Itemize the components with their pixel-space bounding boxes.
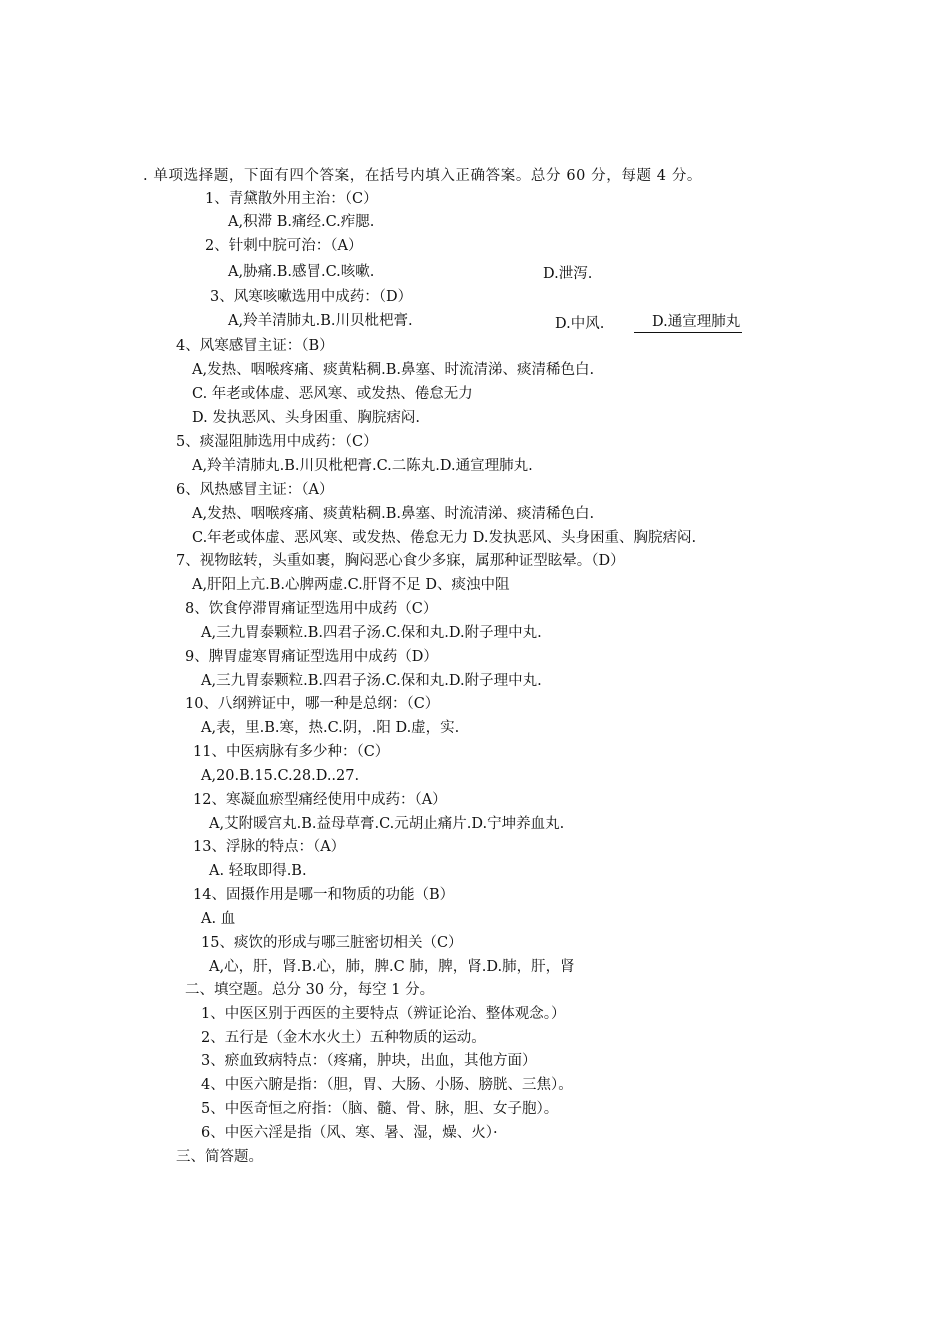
question-6-options-ab: A,发热、咽喉疼痛、痰黄粘稠.B.鼻塞、时流清涕、痰清稀色白. xyxy=(192,506,595,522)
question-9-options: A,三九胃泰颗粒.B.四君子汤.C.保和丸.D.附子理中丸. xyxy=(201,673,542,689)
question-14: 14、固摄作用是哪一和物质的功能（B） xyxy=(193,887,455,903)
question-2-options: A,胁痛.B.感冒.C.咳嗽. xyxy=(228,264,375,280)
question-13-options: A. 轻取即得.B. xyxy=(209,863,307,879)
fill-item-4: 4、中医六腑是指：（胆，胃、大肠、小肠、膀胱、三焦）。 xyxy=(201,1077,573,1093)
question-13: 13、浮脉的特点：（A） xyxy=(193,839,346,855)
question-8: 8、饮食停滞胃痛证型选用中成药（C） xyxy=(185,601,438,617)
question-7: 7、视物眩转，头重如裹，胸闷恶心食少多寐，属那种证型眩晕。（D） xyxy=(176,553,625,569)
question-4-option-d: D. 发执恶风、头身困重、胸脘痞闷. xyxy=(192,410,420,426)
question-4: 4、风寒感冒主证：（B） xyxy=(176,338,334,354)
section-1-header: . 单项选择题，下面有四个答案，在括号内填入正确答案。总分 60 分，每题 4 分。 xyxy=(143,168,703,184)
question-3: 3、风寒咳嗽选用中成药：（D） xyxy=(210,289,413,305)
question-2-option-d: D.泄泻. xyxy=(543,266,593,282)
question-10: 10、八纲辨证中，哪一种是总纲：（C） xyxy=(185,696,440,712)
question-6: 6、风热感冒主证：（A） xyxy=(176,482,334,498)
question-12-options: A,艾附暖宫丸.B.益母草膏.C.元胡止痛片.D.宁坤养血丸. xyxy=(209,816,565,832)
question-5: 5、痰湿阻肺选用中成药：（C） xyxy=(176,434,378,450)
section-3-header: 三、简答题。 xyxy=(176,1149,263,1165)
question-2: 2、针刺中脘可治：（A） xyxy=(205,238,363,254)
question-6-options-cd: C.年老或体虚、恶风寒、或发热、倦怠无力 D.发执恶风、头身困重、胸脘痞闷. xyxy=(192,530,697,546)
question-5-options: A,羚羊清肺丸.B.川贝枇杷膏.C.二陈丸.D.通宣理肺丸. xyxy=(192,458,533,474)
question-3-options: A,羚羊清肺丸.B.川贝枇杷膏. xyxy=(228,313,413,329)
question-14-options: A. 血 xyxy=(201,911,236,927)
question-11-options: A,20.B.15.C.28.D..27. xyxy=(201,768,360,784)
fill-item-3: 3、瘀血致病特点：（疼痛，肿块，出血，其他方面） xyxy=(201,1053,537,1069)
question-7-options: A,肝阳上亢.B.心脾两虚.C.肝肾不足 D、痰浊中阻 xyxy=(192,577,510,593)
question-8-options: A,三九胃泰颗粒.B.四君子汤.C.保和丸.D.附子理中丸. xyxy=(201,625,542,641)
question-1-options: A,积滞 B.痛经.C.痄腮. xyxy=(228,214,375,230)
fill-item-5: 5、中医奇恒之府指：（脑、髓、骨、脉，胆、女子胞）。 xyxy=(201,1101,559,1117)
question-3-option-d2: D.通宣理肺丸 xyxy=(634,312,742,333)
fill-item-6: 6、中医六淫是指（风、寒、暑、湿，燥、火）· xyxy=(201,1125,498,1141)
section-2-header: 二、填空题。总分 30 分，每空 1 分。 xyxy=(185,982,435,998)
question-4-options-ab: A,发热、咽喉疼痛、痰黄粘稠.B.鼻塞、时流清涕、痰清稀色白. xyxy=(192,362,595,378)
question-4-option-c: C. 年老或体虚、恶风寒、或发热、倦怠无力 xyxy=(192,386,473,402)
question-3-option-d1: D.中风. xyxy=(555,316,605,332)
question-1: 1、青黛散外用主治：（C） xyxy=(205,191,378,207)
question-9: 9、脾胃虚寒胃痛证型选用中成药（D） xyxy=(185,649,438,665)
question-11: 11、中医病脉有多少种：（C） xyxy=(193,744,390,760)
fill-item-2: 2、五行是（金木水火土）五种物质的运动。 xyxy=(201,1030,486,1046)
question-10-options: A,表，里.B.寒，热.C.阴，.阳 D.虚，实. xyxy=(201,720,460,736)
question-12: 12、寒凝血瘀型痛经使用中成药：（A） xyxy=(193,792,447,808)
question-15: 15、痰饮的形成与哪三脏密切相关（C） xyxy=(201,935,463,951)
fill-item-1: 1、中医区别于西医的主要特点（辨证论治、整体观念。） xyxy=(201,1006,566,1022)
question-15-options: A,心，肝，肾.B.心，肺，脾.C 肺，脾，肾.D.肺，肝，肾 xyxy=(209,959,575,975)
